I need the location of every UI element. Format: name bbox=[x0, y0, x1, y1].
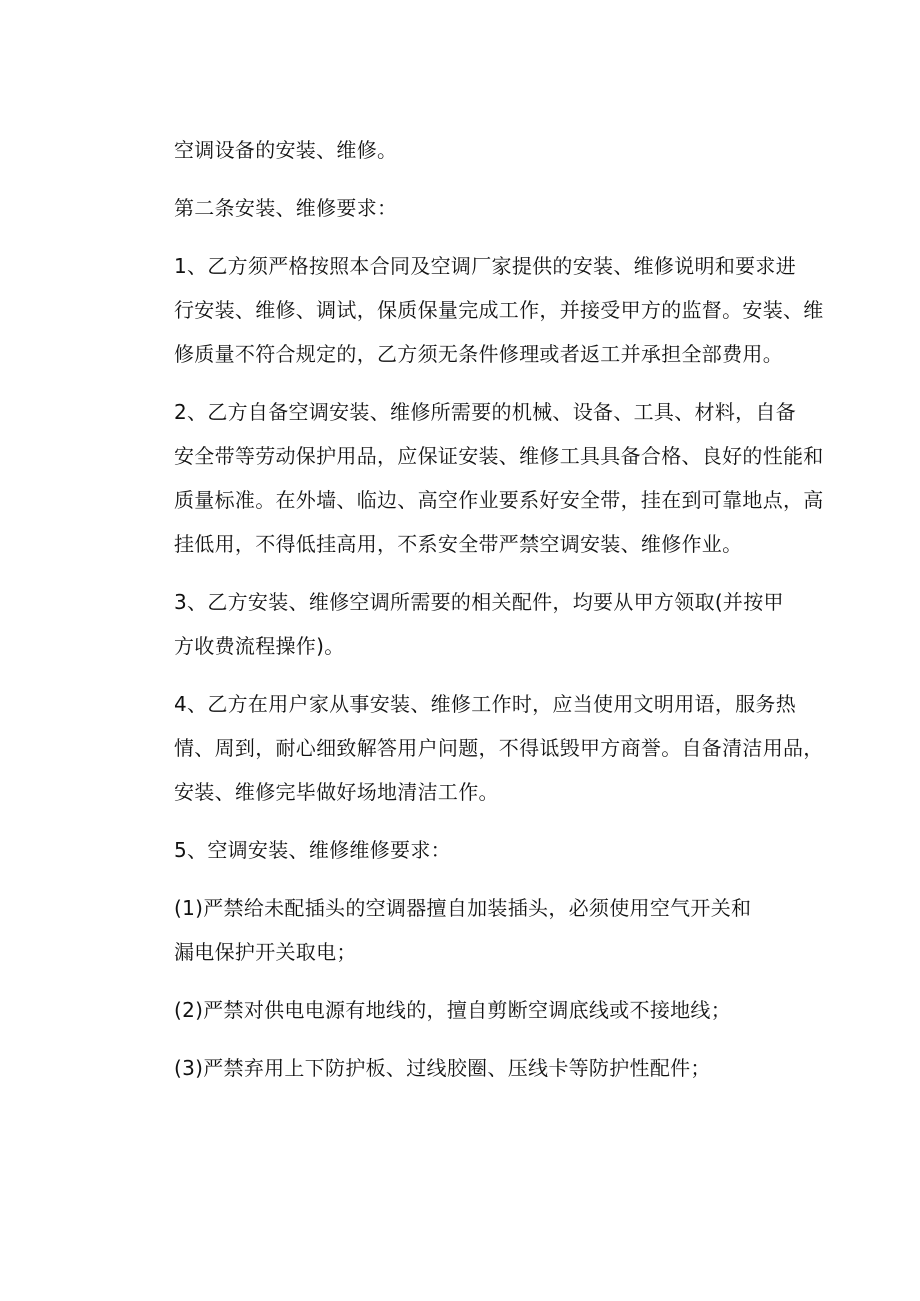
text-line: 2、乙方自备空调安装、维修所需要的机械、设备、工具、材料，自备 bbox=[174, 400, 797, 424]
text-line: (1)严禁给未配插头的空调器擅自加装插头，必须使用空气开关和 bbox=[174, 896, 752, 920]
subclause-3-paragraph bbox=[138, 1046, 786, 1090]
text-line: 安全带等劳动保护用品，应保证安装、维修工具具备合格、良好的性能和 bbox=[174, 444, 824, 468]
subclause-1-paragraph bbox=[138, 886, 786, 974]
text-line: 安装、维修完毕做好场地清洁工作。 bbox=[174, 780, 499, 804]
text-line: 修质量不符合规定的，乙方须无条件修理或者返工并承担全部费用。 bbox=[174, 342, 783, 366]
text-line: 第二条安装、维修要求： bbox=[174, 196, 398, 220]
clause-5-heading bbox=[138, 828, 786, 872]
text-line: (2)严禁对供电电源有地线的，擅自剪断空调底线或不接地线； bbox=[174, 998, 732, 1022]
clause-1-paragraph bbox=[138, 244, 824, 376]
text-line: 情、周到，耐心细致解答用户问题，不得诋毁甲方商誉。自备清洁用品， bbox=[174, 736, 824, 760]
text-line: 3、乙方安装、维修空调所需要的相关配件，均要从甲方领取(并按甲 bbox=[174, 590, 784, 614]
text-line: 1、乙方须严格按照本合同及空调厂家提供的安装、维修说明和要求进 bbox=[174, 254, 797, 278]
text-line: 空调设备的安装、维修。 bbox=[174, 138, 398, 162]
text-line: 质量标准。在外墙、临边、高空作业要系好安全带，挂在到可靠地点，高 bbox=[174, 488, 824, 512]
document-body bbox=[138, 128, 824, 1104]
text-line: 行安装、维修、调试，保质保量完成工作，并接受甲方的监督。安装、维 bbox=[174, 298, 824, 322]
text-line: 挂低用，不得低挂高用，不系安全带严禁空调安装、维修作业。 bbox=[174, 532, 743, 556]
text-line: 漏电保护开关取电； bbox=[174, 940, 357, 964]
text-line: 5、空调安装、维修维修要求： bbox=[174, 838, 451, 862]
clause-3-paragraph bbox=[138, 580, 786, 668]
paragraph-scope-continuation bbox=[138, 128, 786, 172]
article-2-heading bbox=[138, 186, 786, 230]
clause-2-paragraph bbox=[138, 390, 824, 566]
text-line: 4、乙方在用户家从事安装、维修工作时，应当使用文明用语，服务热 bbox=[174, 692, 797, 716]
subclause-2-paragraph bbox=[138, 988, 786, 1032]
text-line: (3)严禁弃用上下防护板、过线胶圈、压线卡等防护性配件； bbox=[174, 1056, 711, 1080]
clause-4-paragraph bbox=[138, 682, 824, 814]
text-line: 方收费流程操作)。 bbox=[174, 634, 345, 658]
